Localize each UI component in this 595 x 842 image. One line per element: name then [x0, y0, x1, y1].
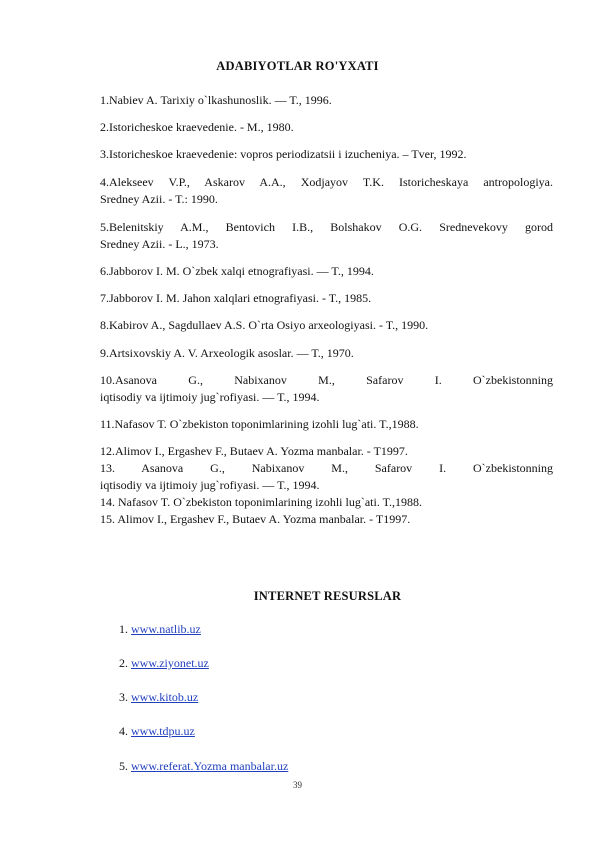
reference-item-15: 15. Alimov I., Ergashev F., Butaev A. Yozma manbalar. - T1997. — [100, 512, 411, 526]
resource-link-ziyonet[interactable]: www.ziyonet.uz — [131, 656, 209, 670]
reference-item-13 — [100, 460, 553, 494]
reference-item-13-line-1: 13. Asanova G., Nabixanov M., Safarov I. O`zbekistonning — [100, 461, 553, 475]
reference-item-7: 7.Jabborov I. M. Jahon xalqlari etnografiyasi. - T., 1985. — [100, 291, 372, 305]
reference-item-5 — [100, 219, 553, 253]
internet-resources-heading: INTERNET RESURSLAR — [253, 589, 402, 603]
page-number: 39 — [293, 780, 302, 790]
reference-item-2: 2.Istoricheskoe kraevedenie. - M., 1980. — [100, 120, 294, 134]
reference-item-14: 14. Nafasov T. O`zbekiston toponimlarining izohli lug`ati. T.,1988. — [100, 495, 423, 509]
resource-number: 2. — [119, 656, 128, 670]
reference-item-8: 8.Kabirov A., Sagdullaev A.S. O`rta Osiyo arxeologiyasi. - T., 1990. — [100, 318, 429, 332]
resource-link-tdpu[interactable]: www.tdpu.uz — [131, 724, 195, 738]
resource-item-3 — [119, 690, 198, 705]
reference-item-6: 6.Jabborov I. M. O`zbek xalqi etnografiyasi. — T., 1994. — [100, 264, 374, 278]
resource-link-natlib[interactable]: www.natlib.uz — [131, 622, 201, 636]
resource-item-5 — [119, 759, 288, 774]
reference-item-10-line-2: iqtisodiy va ijtimoiy jug`rofiyasi. — T., 1994. — [100, 390, 320, 404]
reference-item-4-line-2: Sredney Azii. - T.: 1990. — [100, 192, 218, 206]
reference-item-12: 12.Alimov I., Ergashev F., Butaev A. Yozma manbalar. - T1997. — [100, 444, 408, 458]
resource-item-2 — [119, 656, 209, 671]
resource-number: 4. — [119, 724, 128, 738]
reference-item-11: 11.Nafasov T. O`zbekiston toponimlarining izohli lug`ati. T.,1988. — [100, 417, 419, 431]
reference-item-3: 3.Istoricheskoe kraevedenie: vopros periodizatsii i izucheniya. – Tver, 1992. — [100, 147, 467, 161]
resource-number: 3. — [119, 690, 128, 704]
reference-item-1: 1.Nabiev A. Tarixiy o`lkashunoslik. — T., 1996. — [100, 93, 332, 107]
resource-link-kitob[interactable]: www.kitob.uz — [131, 690, 199, 704]
resource-item-4 — [119, 724, 195, 739]
resource-item-1 — [119, 622, 201, 637]
reference-item-10-line-1: 10.Asanova G., Nabixanov M., Safarov I. O`zbekistonning — [100, 373, 553, 387]
reference-item-5-line-1: 5.Belenitskiy A.M., Bentovich I.B., Bolshakov O.G. Srednevekovy gorod — [100, 220, 553, 234]
reference-item-4-line-1: 4.Alekseev V.P., Askarov A.A., Xodjayov T.K. Istoricheskaya antropologiya. — [100, 175, 553, 189]
reference-item-10 — [100, 372, 553, 406]
reference-item-4 — [100, 174, 553, 208]
reference-item-9: 9.Artsixovskiy A. V. Arxeologik asoslar. — T., 1970. — [100, 346, 354, 360]
reference-item-13-line-2: iqtisodiy va ijtimoiy jug`rofiyasi. — T., 1994. — [100, 478, 320, 492]
reference-item-5-line-2: Sredney Azii. - L., 1973. — [100, 237, 219, 251]
resource-number: 1. — [119, 622, 128, 636]
resource-link-referat[interactable]: www.referat.Yozma manbalar.uz — [131, 759, 289, 773]
references-heading: ADABIYOTLAR RO'YXATI — [216, 59, 379, 73]
resource-number: 5. — [119, 759, 128, 773]
